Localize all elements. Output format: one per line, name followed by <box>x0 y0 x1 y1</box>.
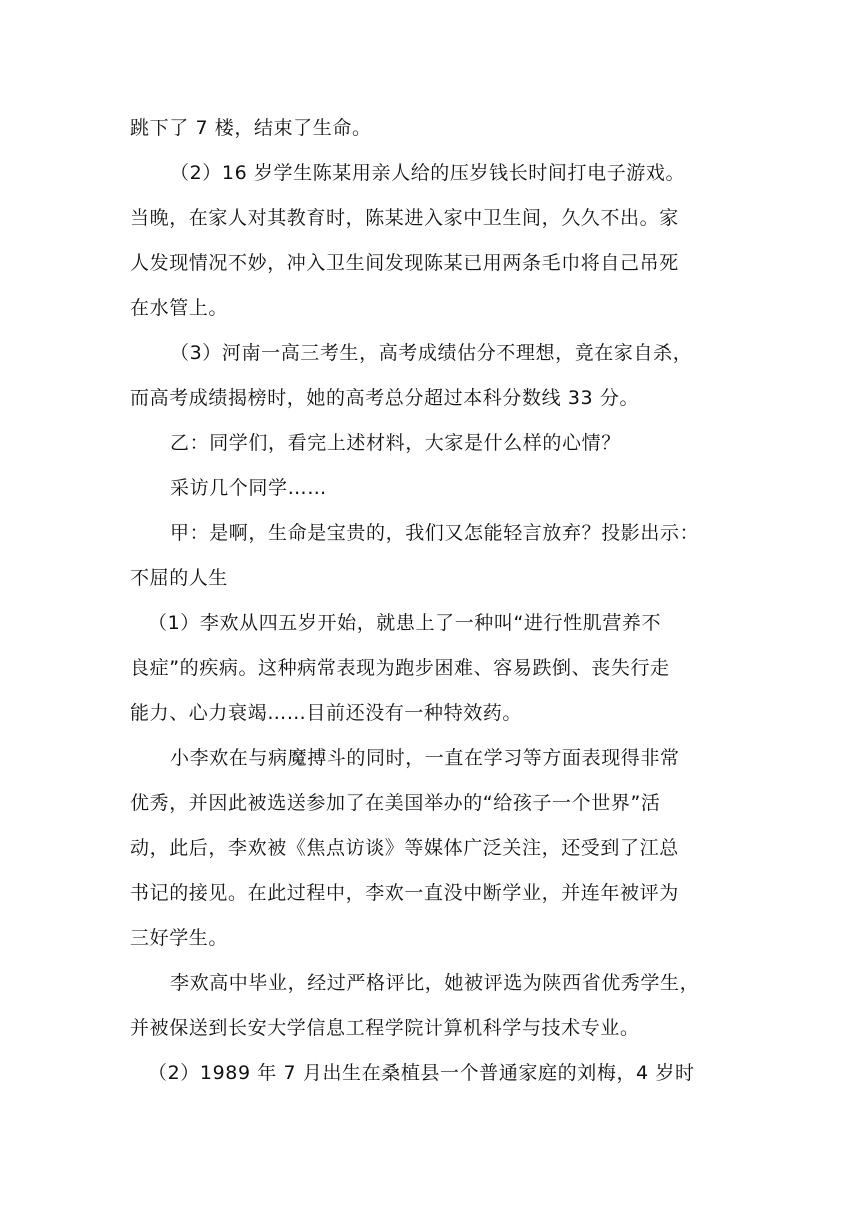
text-line: 采访几个同学…… <box>170 477 327 499</box>
text-line: 并被保送到长安大学信息工程学院计算机科学与技术专业。 <box>130 1017 640 1039</box>
text-line: 动，此后，李欢被《焦点访谈》等媒体广泛关注，还受到了江总 <box>130 837 679 859</box>
text-line: 书记的接见。在此过程中，李欢一直没中断学业，并连年被评为 <box>130 882 679 904</box>
text-line: （2）16 岁学生陈某用亲人给的压岁钱长时间打电子游戏。 <box>170 162 686 184</box>
text-line: （3）河南一高三考生，高考成绩估分不理想，竟在家自杀， <box>170 342 693 364</box>
text-line: 不屈的人生 <box>130 567 229 589</box>
text-line: 跳下了 7 楼，结束了生命。 <box>130 117 372 139</box>
text-line: 李欢高中毕业，经过严格评比，她被评选为陕西省优秀学生， <box>170 972 700 994</box>
text-line: 而高考成绩揭榜时，她的高考总分超过本科分数线 33 分。 <box>130 387 640 409</box>
text-line: 优秀，并因此被选送参加了在美国举办的“给孩子一个世界”活 <box>130 792 661 814</box>
text-line: 小李欢在与病魔搏斗的同时，一直在学习等方面表现得非常 <box>170 747 680 769</box>
text-line: 乙：同学们，看完上述材料，大家是什么样的心情？ <box>170 432 621 454</box>
text-line: 三好学生。 <box>130 927 229 949</box>
text-line: 良症”的疾病。这种病常表现为跑步困难、容易跌倒、丧失行走 <box>130 657 670 679</box>
text-line: 甲：是啊，生命是宝贵的，我们又怎能轻言放弃？投影出示： <box>170 522 700 544</box>
text-line: （1）李欢从四五岁开始，就患上了一种叫“进行性肌营养不 <box>148 612 662 634</box>
text-line: （2）1989 年 7 月出生在桑植县一个普通家庭的刘梅，4 岁时 <box>148 1062 695 1084</box>
text-line: 在水管上。 <box>130 297 229 319</box>
text-line: 当晚，在家人对其教育时，陈某进入家中卫生间，久久不出。家 <box>130 207 679 229</box>
text-line: 人发现情况不妙，冲入卫生间发现陈某已用两条毛巾将自己吊死 <box>130 252 679 274</box>
text-line: 能力、心力衰竭……目前还没有一种特效药。 <box>130 702 523 724</box>
